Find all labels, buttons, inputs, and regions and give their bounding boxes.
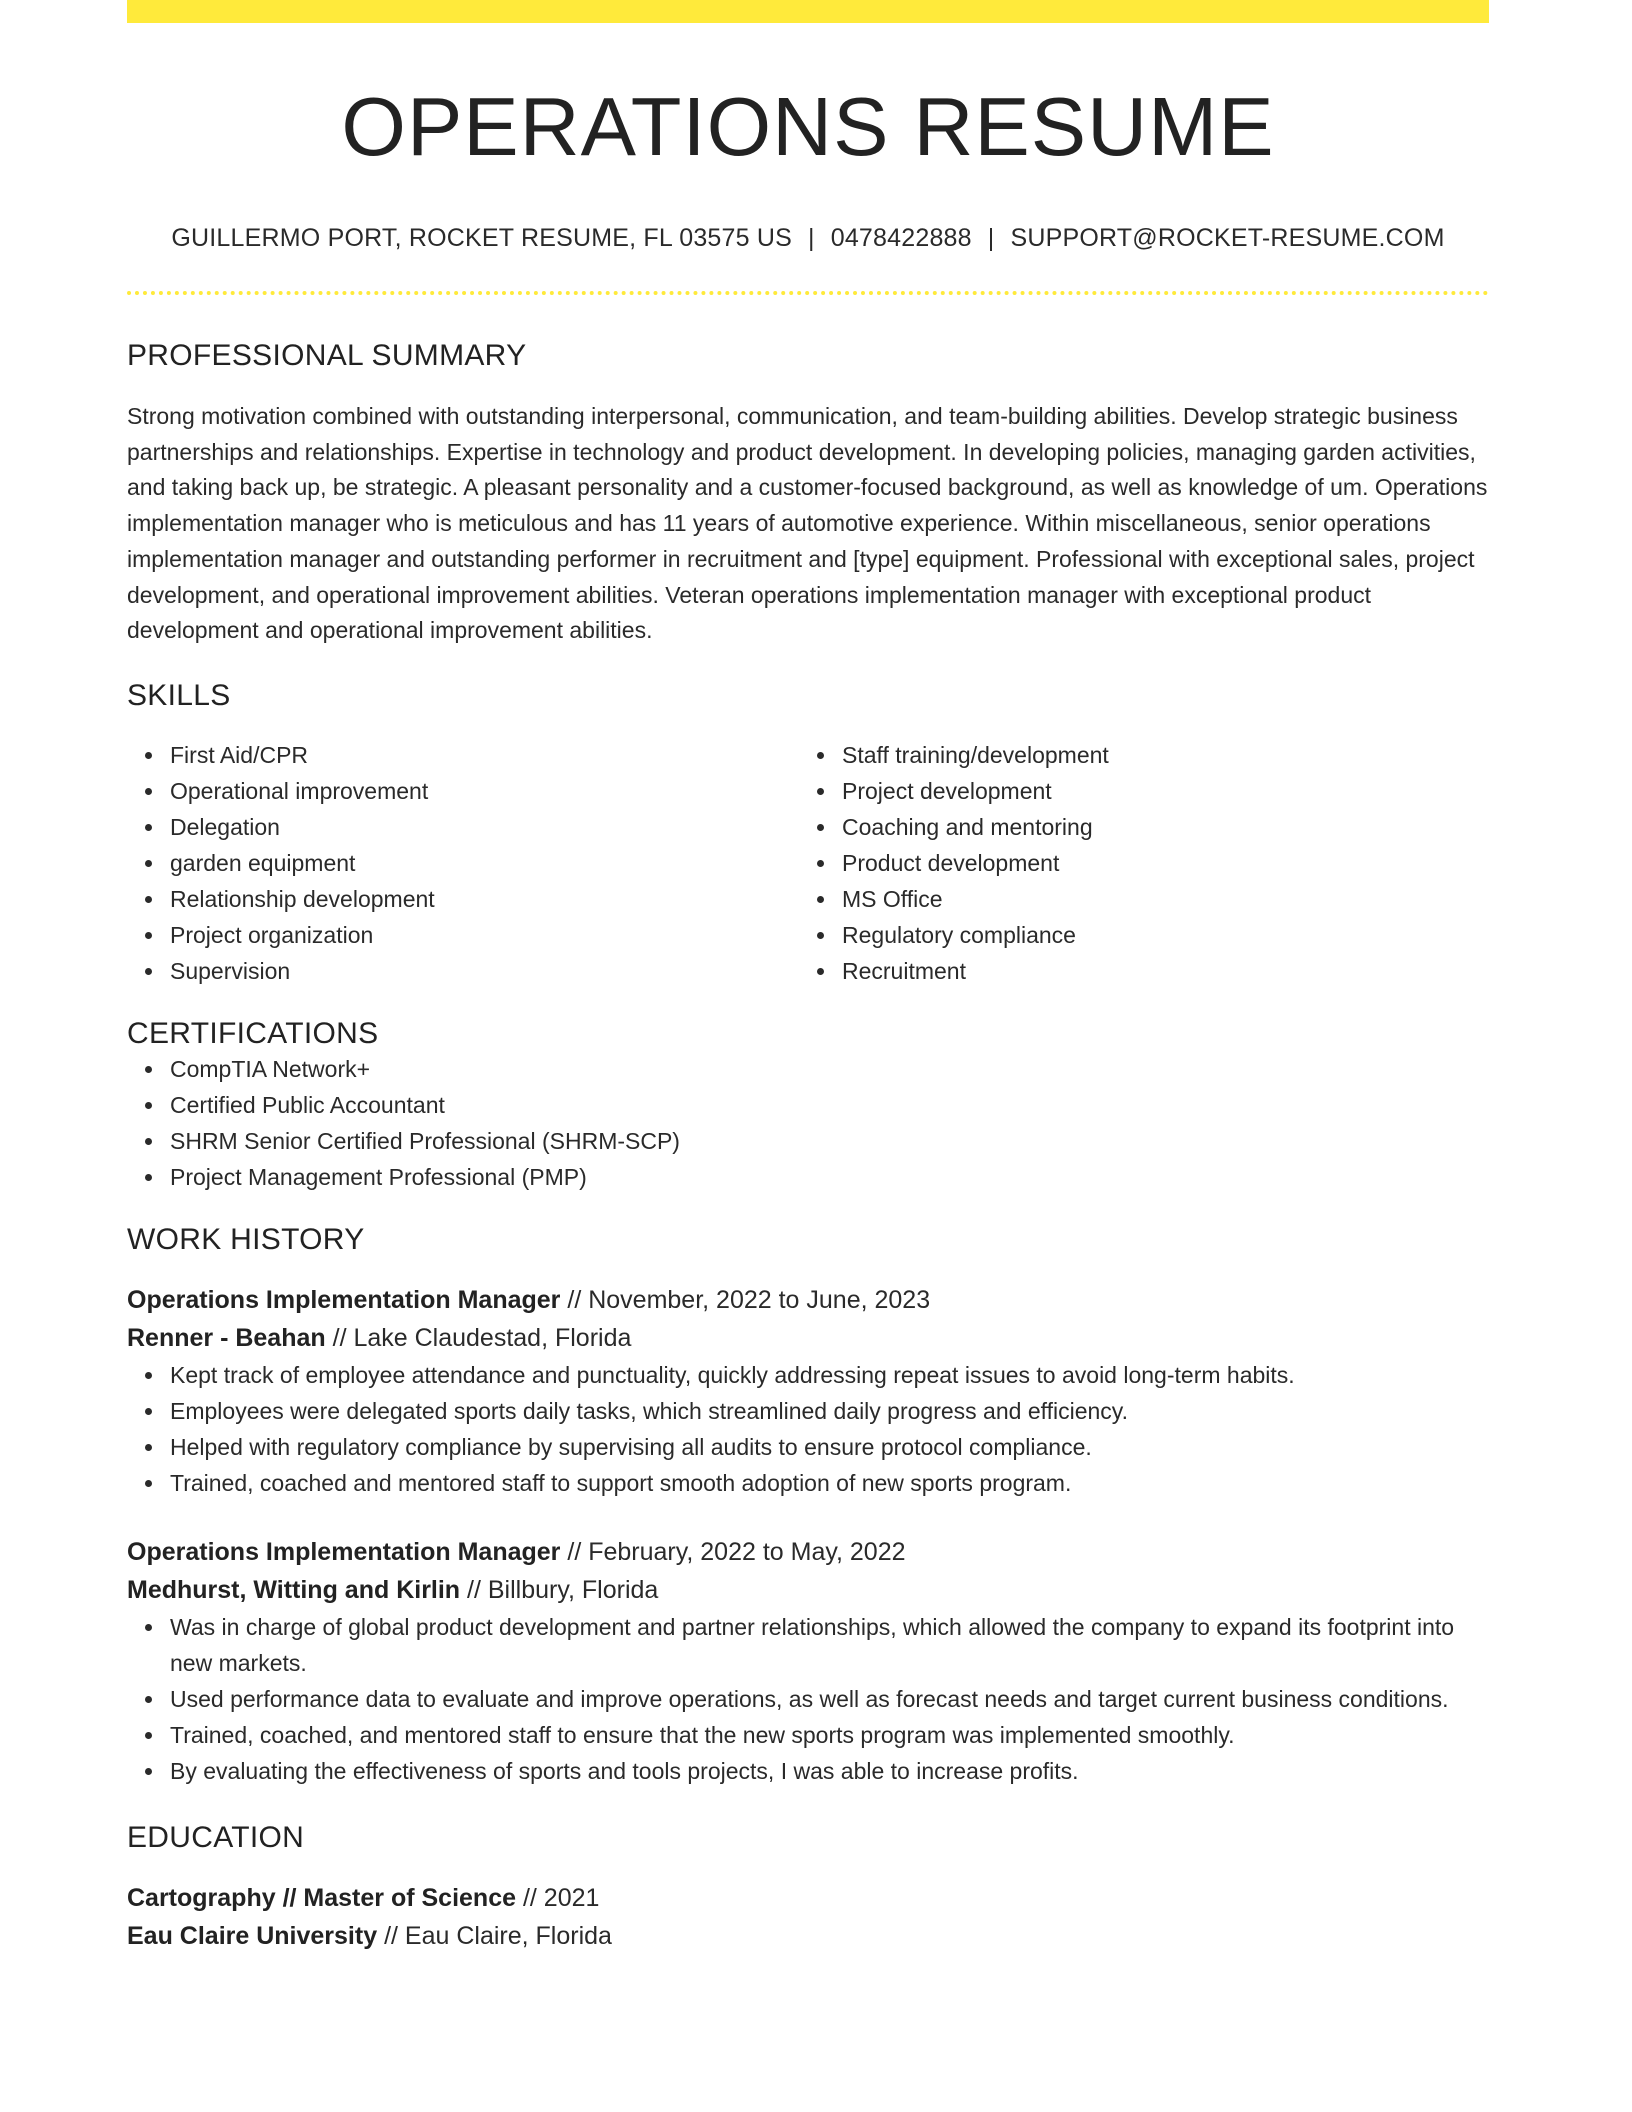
job-entry <box>127 1281 1489 1501</box>
skills-column-right <box>799 737 1471 989</box>
job-location: // Billbury, Florida <box>460 1575 659 1604</box>
skill-item: Project development <box>799 773 1471 809</box>
job-bullet: Employees were delegated sports daily tasks, which streamlined daily progress and efficiency. <box>127 1393 1489 1429</box>
job-dates: // February, 2022 to May, 2022 <box>560 1537 906 1566</box>
job-title-line <box>127 1281 1489 1319</box>
job-bullet: Kept track of employee attendance and punctuality, quickly addressing repeat issues to avoid long-term habits. <box>127 1357 1489 1393</box>
job-bullet-list <box>127 1357 1489 1501</box>
skill-item: Operational improvement <box>127 773 799 809</box>
professional-summary-section <box>127 339 1489 649</box>
contact-email: SUPPORT@ROCKET-RESUME.COM <box>1010 224 1445 252</box>
job-bullet: Helped with regulatory compliance by supervising all audits to ensure protocol compliance. <box>127 1429 1489 1465</box>
skills-column-left <box>127 737 799 989</box>
job-location: // Lake Claudestad, Florida <box>325 1323 632 1352</box>
contact-separator: | <box>808 224 815 252</box>
job-bullet: Used performance data to evaluate and improve operations, as well as forecast needs and target current business conditions. <box>127 1681 1489 1717</box>
top-accent-bar <box>127 0 1489 23</box>
dotted-divider <box>127 291 1489 295</box>
section-heading-education: EDUCATION <box>127 1820 305 1854</box>
job-dates: // November, 2022 to June, 2023 <box>560 1285 931 1314</box>
job-entry <box>127 1533 1489 1789</box>
education-entry <box>127 1879 1489 1955</box>
certification-item: CompTIA Network+ <box>127 1051 1489 1087</box>
section-heading-certifications: CERTIFICATIONS <box>127 1016 379 1050</box>
contact-address: GUILLERMO PORT, ROCKET RESUME, FL 03575 US <box>171 224 793 252</box>
skill-item: Supervision <box>127 953 799 989</box>
education-location: // Eau Claire, Florida <box>377 1921 612 1950</box>
job-bullet: Trained, coached, and mentored staff to ensure that the new sports program was implemented smoothly. <box>127 1717 1489 1753</box>
job-company-line <box>127 1319 1489 1357</box>
education-school: Eau Claire University <box>127 1921 378 1950</box>
certifications-section <box>127 1017 1489 1195</box>
job-bullet: Was in charge of global product development and partner relationships, which allowed the company to expand its footprint into new markets. <box>127 1609 1489 1681</box>
job-bullet: By evaluating the effectiveness of sports and tools projects, I was able to increase profits. <box>127 1753 1489 1789</box>
education-degree: Cartography // Master of Science <box>127 1883 517 1912</box>
skill-item: Delegation <box>127 809 799 845</box>
skill-item: Staff training/development <box>799 737 1471 773</box>
skills-list-left <box>127 737 799 989</box>
job-company-line <box>127 1571 1489 1609</box>
education-section <box>127 1821 1489 1955</box>
resume-page <box>127 0 1489 1955</box>
section-heading-summary: PROFESSIONAL SUMMARY <box>127 339 527 372</box>
skills-list-right <box>799 737 1471 989</box>
job-title: Operations Implementation Manager <box>127 1537 561 1566</box>
skill-item: Relationship development <box>127 881 799 917</box>
section-heading-skills: SKILLS <box>127 678 231 712</box>
skill-item: Project organization <box>127 917 799 953</box>
job-title: Operations Implementation Manager <box>127 1285 561 1314</box>
skill-item: Recruitment <box>799 953 1471 989</box>
job-company: Renner - Beahan <box>127 1323 326 1352</box>
skills-grid <box>127 737 1489 989</box>
certifications-list <box>127 1051 1489 1195</box>
work-history-section <box>127 1223 1489 1789</box>
skill-item: Product development <box>799 845 1471 881</box>
skill-item: Regulatory compliance <box>799 917 1471 953</box>
skill-item: First Aid/CPR <box>127 737 799 773</box>
skill-item: garden equipment <box>127 845 799 881</box>
document-title: OPERATIONS RESUME <box>341 80 1275 173</box>
certification-item: SHRM Senior Certified Professional (SHRM-SCP) <box>127 1123 1489 1159</box>
job-title-line <box>127 1533 1489 1571</box>
section-heading-work-history: WORK HISTORY <box>127 1222 365 1256</box>
contact-phone: 0478422888 <box>830 224 972 252</box>
job-bullet-list <box>127 1609 1489 1789</box>
education-year: // 2021 <box>516 1883 600 1912</box>
summary-paragraph: Strong motivation combined with outstanding interpersonal, communication, and team-building abilities. Develop strategic business partnerships and relationships. Expertise in technology and product development. In developing policies, managing garden activities, and taking back up, be strategic. A pleasant personality and a customer-focused background, as well as knowledge of um. Operations implementation manager who is meticulous and has 11 years of automotive experience. Within miscellaneous, senior operations implementation manager and outstanding performer in recruitment and [type] equipment. Professional with exceptional sales, project development, and operational improvement abilities. Veteran operations implementation manager with exceptional product development and operational improvement abilities. <box>127 403 1488 644</box>
job-bullet: Trained, coached and mentored staff to support smooth adoption of new sports program. <box>127 1465 1489 1501</box>
skill-item: MS Office <box>799 881 1471 917</box>
education-degree-line <box>127 1879 1489 1917</box>
certification-item: Project Management Professional (PMP) <box>127 1159 1489 1195</box>
certification-item: Certified Public Accountant <box>127 1087 1489 1123</box>
skills-section <box>127 679 1489 989</box>
job-company: Medhurst, Witting and Kirlin <box>127 1575 461 1604</box>
education-school-line <box>127 1917 1489 1955</box>
contact-line <box>127 224 1489 253</box>
skill-item: Coaching and mentoring <box>799 809 1471 845</box>
contact-separator: | <box>987 224 995 252</box>
